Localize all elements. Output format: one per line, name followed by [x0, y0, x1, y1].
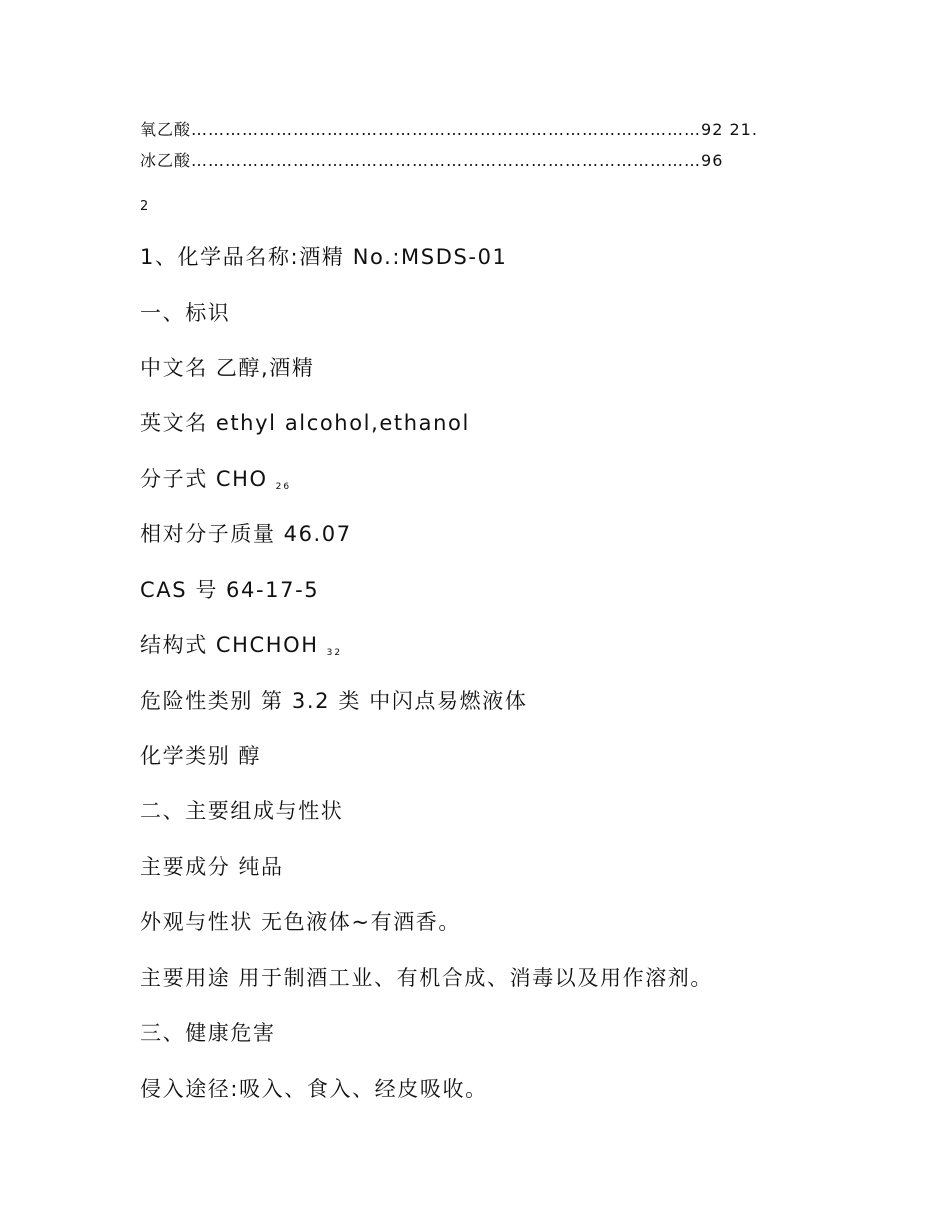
field-value: 46.07	[283, 522, 352, 546]
heading-composition: 二、主要组成与性状	[140, 799, 344, 823]
field-value: 乙醇,酒精	[215, 356, 315, 380]
field-value: CHO	[215, 467, 268, 491]
row-molecular-mass	[140, 519, 352, 549]
row-main-usage	[140, 963, 713, 993]
field-value: 第 3.2 类 中闪点易燃液体	[261, 689, 528, 713]
field-label: 危险性类别	[140, 689, 253, 713]
row-hazard-class	[140, 686, 527, 716]
toc-entry-page: 96	[701, 151, 724, 170]
field-label: 外观与性状	[140, 910, 253, 934]
field-label: CAS 号	[140, 578, 219, 602]
field-value: CHCHOH	[215, 633, 319, 657]
toc-entry-name: 氧乙酸	[140, 120, 192, 139]
field-label: 主要成分	[140, 855, 231, 879]
page-number: 2	[140, 199, 149, 214]
field-label: 分子式	[140, 467, 208, 491]
field-value: ethyl alcohol,ethanol	[215, 411, 470, 435]
field-value: 64-17-5	[226, 578, 320, 602]
section-title: 1、化学品名称:酒精 No.:MSDS-01	[140, 245, 508, 269]
field-label: 主要用途	[140, 966, 231, 990]
row-chemical-class	[140, 741, 261, 771]
toc-leader-dots: ………………………………………………………………………………	[191, 151, 702, 170]
toc-entry-page: 92 21.	[701, 120, 758, 139]
heading-health-hazard: 三、健康危害	[140, 1021, 276, 1045]
toc-entry-name: 冰乙酸	[140, 151, 192, 170]
field-value: 无色液体~有酒香。	[261, 910, 461, 934]
field-label: 中文名	[140, 356, 208, 380]
row-exposure-route: 侵入途径:吸入、食入、经皮吸收。	[140, 1077, 488, 1101]
field-label: 结构式	[140, 633, 208, 657]
formula-subscript: 26	[275, 482, 292, 492]
heading-identification: 一、标识	[140, 301, 231, 325]
field-label: 英文名	[140, 411, 208, 435]
field-value: 纯品	[238, 855, 284, 879]
row-molecular-formula	[140, 464, 291, 502]
field-value: 用于制酒工业、有机合成、消毒以及用作溶剂。	[238, 966, 714, 990]
row-chinese-name	[140, 353, 315, 383]
row-structural-formula	[140, 630, 342, 668]
toc-entry[interactable]	[140, 120, 758, 140]
row-cas-number	[140, 575, 319, 605]
row-english-name	[140, 408, 470, 438]
row-appearance	[140, 907, 461, 937]
row-main-component	[140, 852, 284, 882]
field-label: 化学类别	[140, 744, 231, 768]
toc-leader-dots: ………………………………………………………………………………	[191, 120, 702, 139]
field-value: 醇	[238, 744, 262, 768]
field-label: 相对分子质量	[140, 522, 276, 546]
structure-subscript: 32	[326, 648, 343, 658]
toc-entry[interactable]	[140, 151, 723, 171]
